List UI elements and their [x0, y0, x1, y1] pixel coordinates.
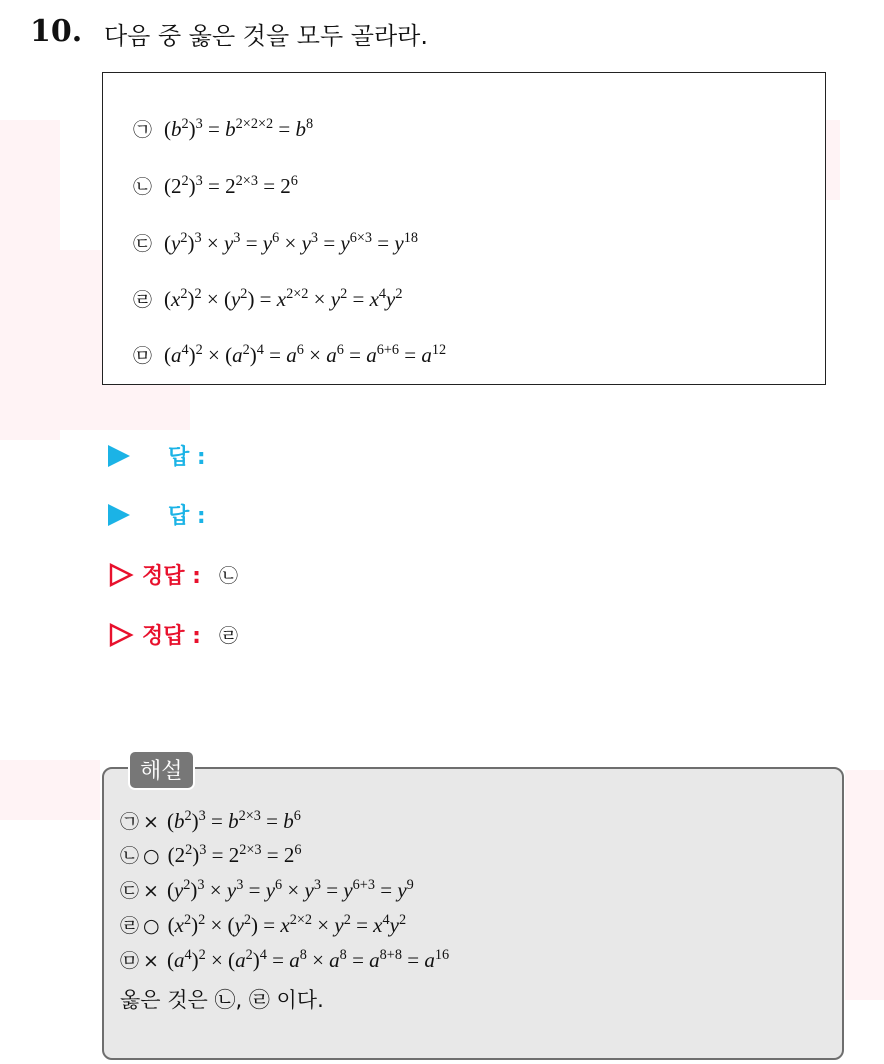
choice-3 [133, 229, 418, 256]
correct-symbol: ○ [143, 915, 160, 937]
answer-line-2 [108, 499, 206, 530]
explanation-mark: ㉤ [120, 950, 140, 972]
wrong-symbol: × [143, 950, 159, 972]
explanation-line-2 [120, 841, 302, 868]
choice-formula: $(y^2)^3 \times y^3 = y^6 \times y^3 = y^{6\times 3} = y^{18}$ [164, 230, 418, 255]
wrong-symbol: × [143, 880, 159, 902]
outline-triangle-icon [108, 562, 134, 588]
choice-formula: $(b^2)^3 = b^{2\times 2\times 2} = b^8$ [164, 116, 314, 141]
watermark-block [0, 760, 100, 820]
choice-formula: $(a^4)^2 \times (a^2)^4 = a^6 \times a^6 = a^{6+6} = a^{12}$ [164, 342, 447, 367]
explanation-line-4 [120, 911, 406, 938]
choice-mark: ㉢ [133, 233, 153, 255]
correct-value: ㉣ [218, 625, 238, 647]
answer-label: 답 : [168, 445, 206, 470]
explanation-line-3 [120, 876, 414, 903]
play-triangle-icon [108, 445, 130, 467]
outline-triangle-icon [108, 622, 134, 648]
choice-mark: ㉡ [133, 176, 153, 198]
correct-value: ㉡ [218, 565, 238, 587]
choice-mark: ㉤ [133, 345, 153, 367]
correct-answer-1 [108, 559, 250, 590]
question-number: 10. [30, 14, 83, 49]
explanation-mark: ㉠ [120, 811, 140, 833]
answer-line-1 [108, 440, 206, 471]
choice-mark: ㉣ [133, 289, 153, 311]
explanation-formula: $(y^2)^3 \times y^3 = y^6 \times y^3 = y^{6+3} = y^9$ [166, 877, 414, 902]
watermark-block [0, 120, 60, 440]
choice-mark: ㉠ [133, 119, 153, 141]
explanation-box [102, 767, 844, 1060]
question-text: 다음 중 옳은 것을 모두 골라라. [104, 22, 428, 50]
watermark-block [845, 770, 884, 1000]
wrong-symbol: × [143, 811, 159, 833]
explanation-tag: 해설 [128, 750, 195, 790]
correct-answer-2 [108, 619, 250, 650]
choices-box [102, 72, 826, 385]
choice-5 [133, 341, 446, 368]
explanation-mark: ㉢ [120, 880, 140, 902]
explanation-mark: ㉡ [120, 845, 140, 867]
correct-label: 정답 : [142, 624, 201, 649]
choice-1 [133, 115, 313, 142]
explanation-formula: $(2^2)^3 = 2^{2\times 3} = 2^6$ [167, 842, 302, 867]
explanation-line-1 [120, 807, 301, 834]
correct-label: 정답 : [142, 564, 201, 589]
choice-4 [133, 285, 403, 312]
explanation-formula: $(a^4)^2 \times (a^2)^4 = a^8 \times a^8 = a^{8+8} = a^{16}$ [166, 947, 450, 972]
choice-2 [133, 172, 298, 199]
correct-symbol: ○ [143, 845, 160, 867]
explanation-mark: ㉣ [120, 915, 140, 937]
answer-label: 답 : [168, 504, 206, 529]
explanation-conclusion: 옳은 것은 ㉡, ㉣ 이다. [120, 988, 324, 1012]
play-triangle-icon [108, 504, 130, 526]
choice-formula: $(x^2)^2 \times (y^2) = x^{2\times 2} \times y^2 = x^4y^2$ [164, 286, 403, 311]
explanation-line-5 [120, 946, 449, 973]
choice-formula: $(2^2)^3 = 2^{2\times 3} = 2^6$ [164, 173, 298, 198]
explanation-formula: $(x^2)^2 \times (y^2) = x^{2\times 2} \times y^2 = x^4y^2$ [167, 912, 407, 937]
explanation-formula: $(b^2)^3 = b^{2\times 3} = b^6$ [166, 808, 301, 833]
